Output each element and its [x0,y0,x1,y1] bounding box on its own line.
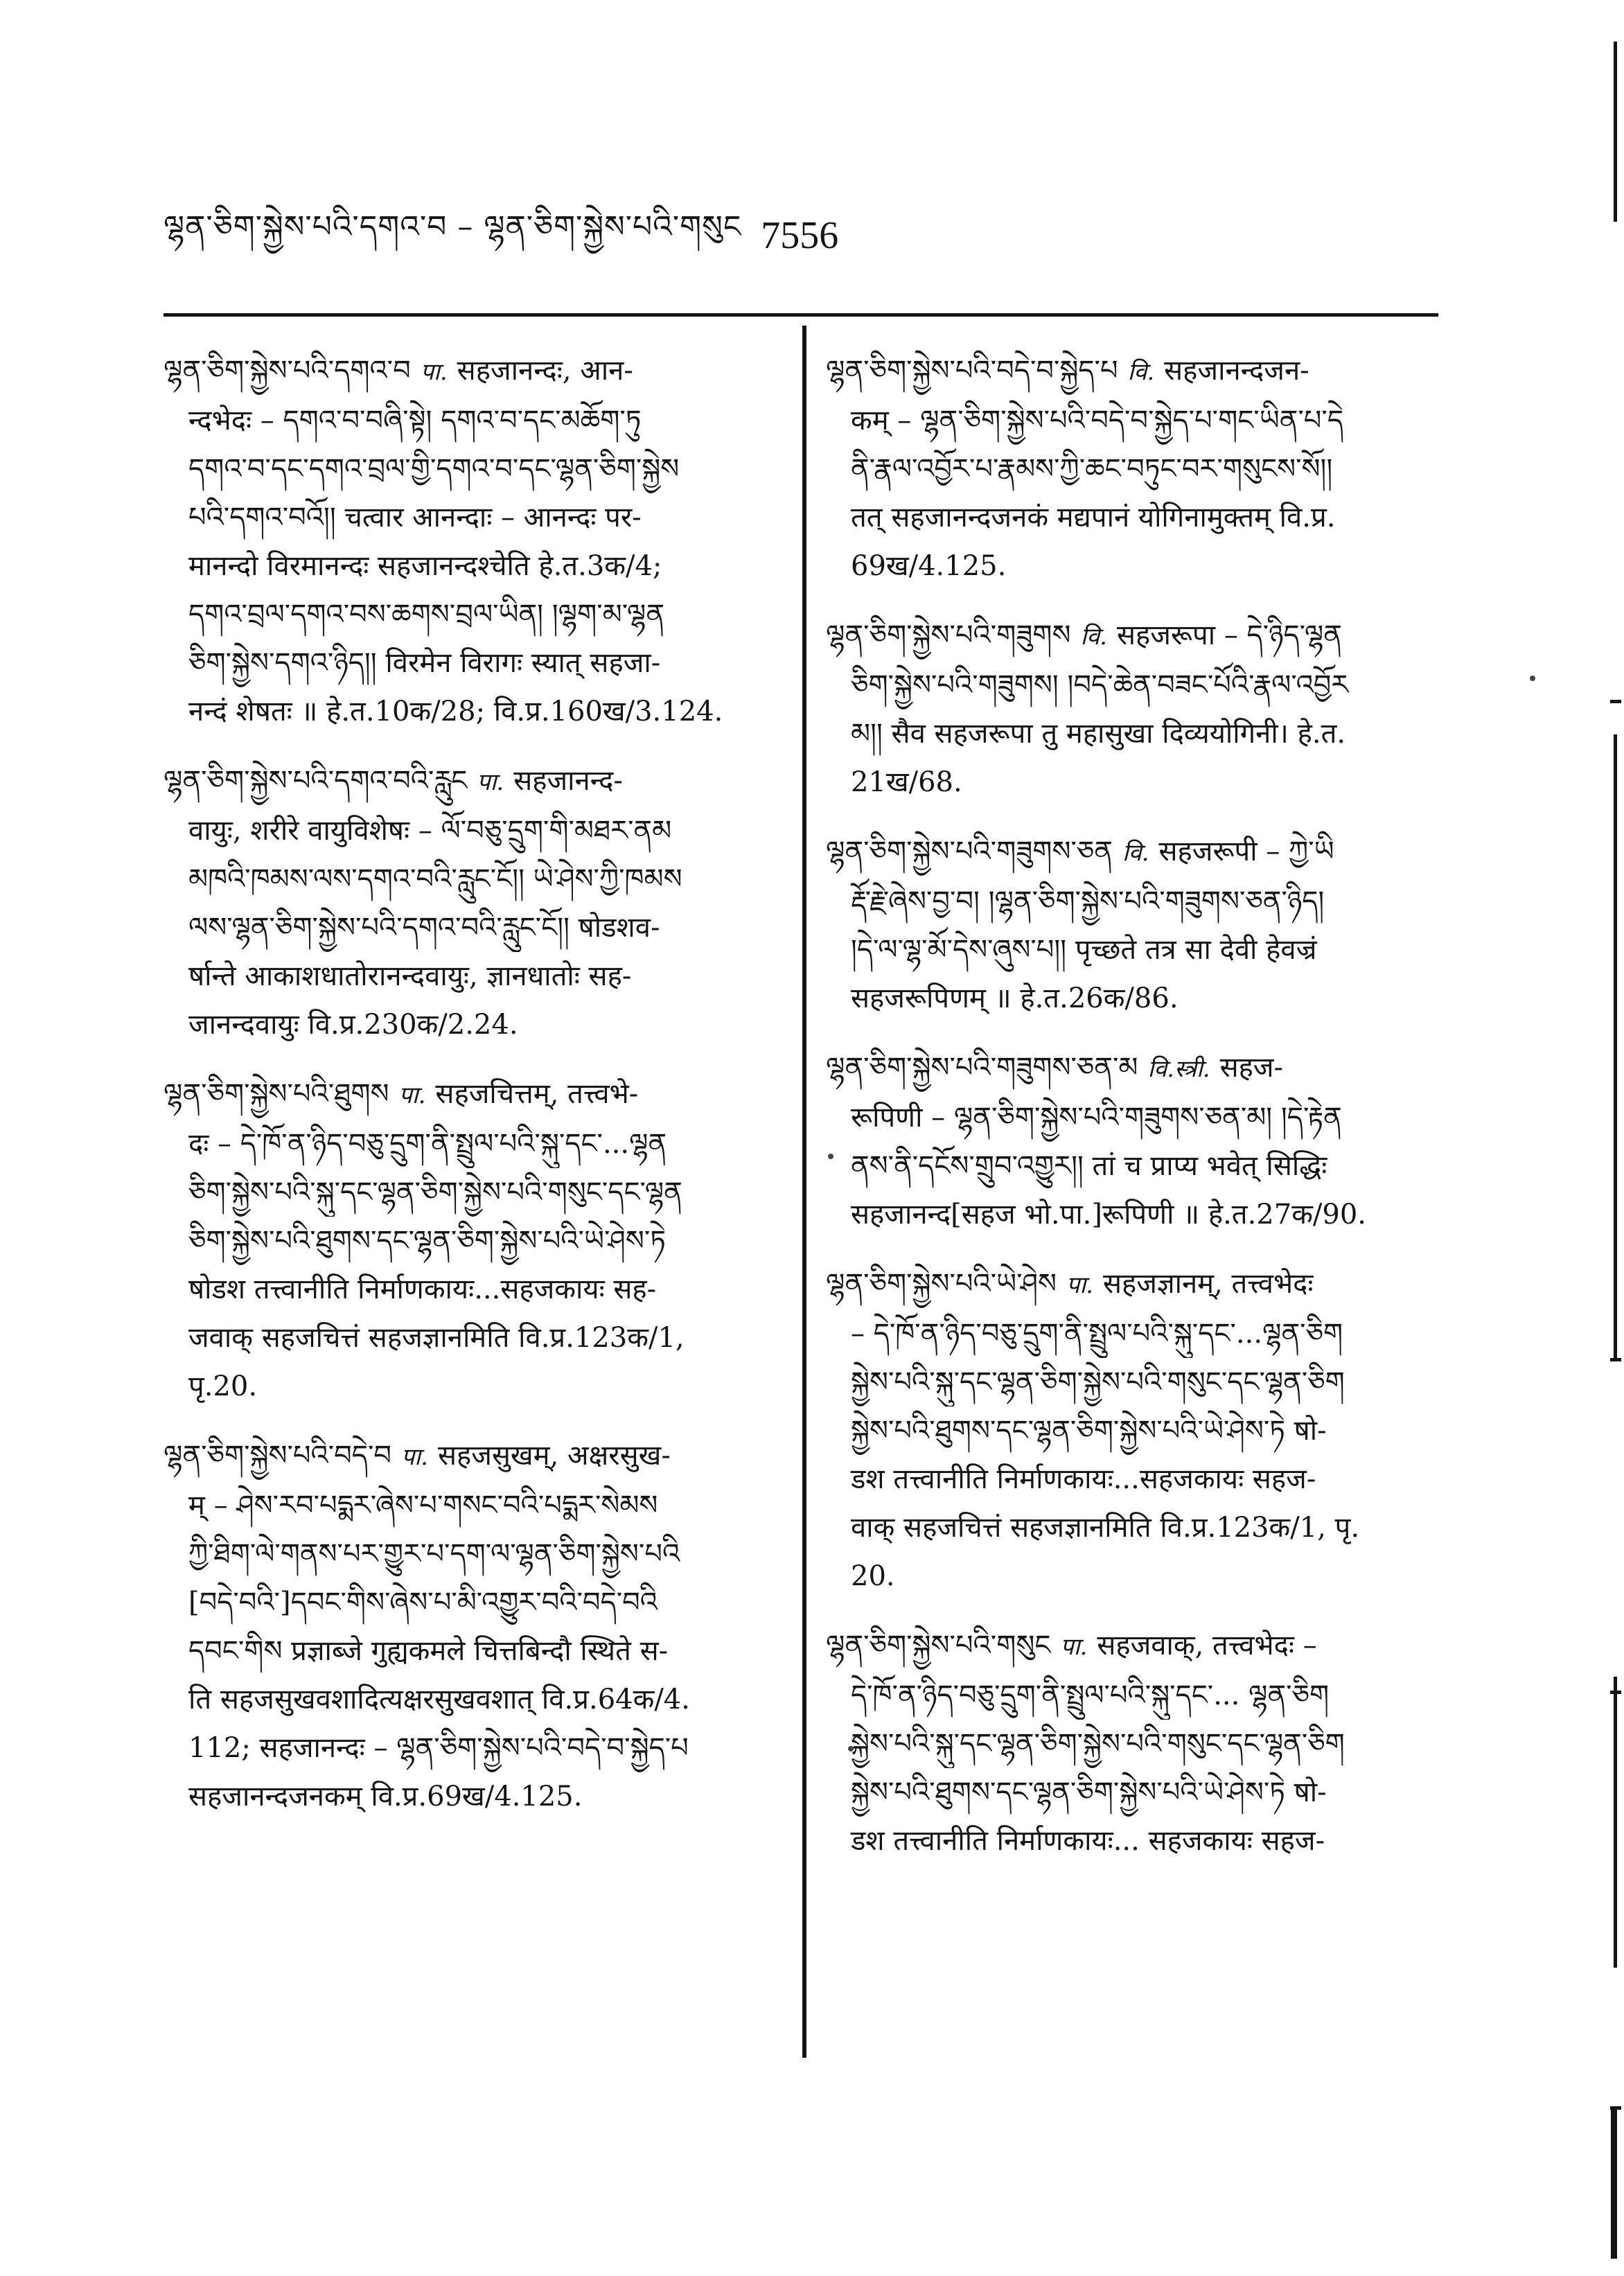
entry-headword: ལྷན་ཅིག་སྐྱེས་པའི་བདེ་བ [164,1440,391,1472]
dictionary-entry [826,1621,1442,1865]
entry-gloss: सहजानन्दः, आन- [457,355,633,387]
entry-gloss: सहजरूपा – དེ་ཉིད་ལྷན [1116,619,1342,651]
entry-line: ཀྱི་ཐིག་ལེ་གནས་པར་གྱུར་པ་དག་ལ་ལྷན་ཅིག་སྐྱེས་པའི [188,1538,680,1570]
entry-part-of-speech: पा. [401,1443,428,1471]
entry-gloss: सहजज्ञानम्, तत्त्वभेदः [1102,1268,1314,1300]
entry-line [164,346,773,396]
page-number: 7556 [761,214,839,257]
entry-line: जवाक् सहजचित्तं सहजज्ञानमिति वि.प्र.123क/1, [188,1322,685,1354]
entry-line: ནས་ནི་དངོས་གྲུབ་འགྱུར།། तां च प्राप्य भवेत् सिद्धिः [851,1150,1327,1182]
entry-gloss: सहजसुखम्, अक्षरसुख- [437,1440,671,1472]
entry-headword: ལྷན་ཅིག་སྐྱེས་པའི་ཡེ་ཤེས [826,1268,1057,1300]
entry-line: ཅིག་སྐྱེས་པའི་གཟུགས། །བདེ་ཆེན་བཟང་པོའི་རྣལ་འབྱོར [851,669,1349,701]
entry-line: དགའ་བྲལ་དགའ་བས་ཆགས་བྲལ་ཡིན། །ལྷག་མ་ལྷན [188,599,665,630]
entry-line: वायुः, शरीरे वायुविशेषः – ལོ་བཅུ་དྲུག་གི་མཐར་ནམ [188,815,672,847]
entry-line: དགའ་བ་དང་དགའ་བྲལ་གྱི་དགའ་བ་དང་ལྷན་ཅིག་སྐྱེས [188,453,680,485]
entry-line: रूपिणी – ལྷན་ཅིག་སྐྱེས་པའི་གཟུགས་ཅན་མ། །དེ་རྟེན [851,1102,1342,1133]
entry-line: सहजानन्दजनकम् वि.प्र.69ख/4.125. [188,1781,583,1812]
entry-line: ཅིག་སྐྱེས་པའི་ཐུགས་དང་ལྷན་ཅིག་སྐྱེས་པའི་ཡེ་ཤེས་ཏེ [188,1225,666,1257]
entry-headword: ལྷན་ཅིག་སྐྱེས་པའི་གཟུགས་ཅན་མ [826,1052,1138,1084]
entry-line: ནི་རྣལ་འབྱོར་པ་རྣམས་ཀྱི་ཆང་བཏུང་བར་གསུངས་སོ།། [851,453,1333,485]
entry-gloss: सहजचित्तम्, तत्त्वभे- [435,1078,639,1110]
entry-line [826,827,1442,877]
entry-line [826,346,1442,396]
dictionary-entry [826,611,1442,806]
entry-part-of-speech: वि. [1127,358,1155,386]
dictionary-entry [826,1260,1442,1600]
scan-edge-tick [1610,1691,1621,1694]
entry-line: 21ख/68. [851,766,962,798]
entry-headword: ལྷན་ཅིག་སྐྱེས་པའི་གཟུགས་ཅན [826,836,1113,867]
dictionary-entry [164,346,773,736]
entry-headword: ལྷན་ཅིག་སྐྱེས་པའི་དགའ་བ [164,355,411,387]
entry-line: ཅིག་སྐྱེས་པའི་སྐུ་དང་ལྷན་ཅིག་སྐྱེས་པའི་གསུང་དང་ལྷན [188,1176,682,1208]
entry-gloss: सहजानन्द- [513,765,623,797]
header-rule [164,313,1438,317]
scan-edge-mark [1614,734,1617,1358]
entry-line: र्षान्ते आकाशधातोरानन्दवायुः, ज्ञानधातोः सह- [188,960,632,992]
entry-line: རྡོ་རྗེ་ཞེས་བྱ་བ། །ལྷན་ཅིག་སྐྱེས་པའི་གཟུགས་ཅན་ཉིད། [851,885,1325,917]
dictionary-entry [164,1070,773,1411]
entry-line: नन्दं शेषतः ॥ हे.त.10क/28; वि.प्र.160ख/3.124. [188,696,723,727]
dictionary-entry [826,1043,1442,1239]
entry-headword: ལྷན་ཅིག་སྐྱེས་པའི་དགའ་བའི་རླུང [164,765,468,797]
scan-edge-tick [1610,1358,1621,1361]
entry-line: पृ.20. [188,1370,258,1402]
entry-gloss: सहज- [1219,1052,1284,1084]
entry-headword: ལྷན་ཅིག་སྐྱེས་པའི་གཟུགས [826,619,1071,651]
entry-part-of-speech: पा. [1060,1633,1088,1661]
scan-edge-mark [1614,42,1617,222]
entry-line: སྐྱེས་པའི་ཐུགས་དང་ལྷན་ཅིག་སྐྱེས་པའི་ཡེ་ཤེས་ཏེ षो- [851,1776,1327,1808]
entry-line: [བདེ་བའི་]དབང་གིས་ཞེས་པ་མི་འགྱུར་བའི་བདེ་བའི [188,1587,657,1618]
dictionary-entry [826,827,1442,1023]
entry-line: सहजानन्द[सहज भो.पा.]रूपिणी ॥ हे.त.27क/90. [851,1199,1367,1230]
entry-line: डश तत्त्वानीति निर्माणकायः... सहजकायः सहज- [851,1825,1325,1857]
entry-line [826,611,1442,661]
entry-line: །དེ་ལ་ལྷ་མོ་དེས་ཞུས་པ།། पृच्छते तत्र सा देवी हेवज्रं [851,934,1317,966]
dictionary-entry [164,757,773,1049]
entry-line: སྐྱེས་པའི་ཐུགས་དང་ལྷན་ཅིག་སྐྱེས་པའི་ཡེ་ཤེས་ཏེ षो- [851,1415,1327,1447]
entry-line: སྐྱེས་པའི་སྐུ་དང་ལྷན་ཅིག་སྐྱེས་པའི་གསུང་དང་ལྷན་ཅིག [851,1366,1345,1398]
entry-part-of-speech: पा. [1066,1271,1093,1299]
entry-line: षोडश तत्त्वानीति निर्माणकायः...सहजकायः सह- [188,1273,657,1305]
entry-line: जानन्दवायुः वि.प्र.230क/2.24. [188,1009,518,1041]
entry-line [164,1070,773,1120]
entry-line [826,1043,1442,1093]
column-divider [802,326,806,2058]
entry-headword: ལྷན་ཅིག་སྐྱེས་པའི་བདེ་བ་སྐྱེད་པ [826,355,1118,387]
dictionary-entry [164,1431,773,1821]
entry-line: सहजरूपिणम् ॥ हे.त.26क/86. [851,982,1179,1014]
entry-line: 69ख/4.125. [851,550,1007,582]
entry-line [164,1431,773,1481]
entry-line: कम् – ལྷན་ཅིག་སྐྱེས་པའི་བདེ་བ་སྐྱེད་པ་གང་ཡིན་པ་དེ [851,405,1343,436]
entry-line: न्दभेदः – དགའ་བ་བཞི་སྟེ། དགའ་བ་དང་མཆོག་ཏུ [188,405,642,436]
entry-line: པའི་དགའ་བའོ།། चत्वार आनन्दाः – आनन्दः पर- [188,502,642,533]
entry-line: དབང་གིས प्रज्ञाब्जे गुह्यकमले चित्तबिन्दौ स्थिते स- [188,1635,669,1667]
entry-line: དེ་ཁོ་ན་ཉིད་བཅུ་དྲུག་ནི་སྤྲུལ་པའི་སྐུ་དང་... ལྷན་ཅིག [851,1679,1330,1711]
entry-line: མ།། सैव सहजरूपा तु महासुखा दिव्ययोगिनी। हे.त. [851,718,1346,750]
entry-gloss: सहजरूपी – ཀྱེ་ཡི [1158,836,1334,867]
running-head-text: ལྷན་ཅིག་སྐྱེས་པའི་དགའ་བ – ལྷན་ཅིག་སྐྱེས་པའི་གསུང [164,209,742,245]
entry-line: दः – དེ་ཁོ་ན་ཉིད་བཅུ་དྲུག་ནི་སྤྲུལ་པའི་སྐུ་དང་...ལྷན [188,1128,667,1160]
left-column [164,346,773,1842]
entry-line: 20. [851,1560,895,1592]
entry-part-of-speech: वि.स्त्री. [1147,1055,1210,1083]
entry-line: 112; सहजानन्दः – ལྷན་ཅིག་སྐྱེས་པའི་བདེ་བ་སྐྱེད་པ [188,1732,689,1764]
entry-part-of-speech: वि. [1122,839,1149,867]
entry-part-of-speech: पा. [477,768,504,796]
scan-edge-mark [1614,1677,1617,1968]
entry-line: मानन्दो विरमानन्दः सहजानन्दश्चेति हे.त.3क/4; [188,550,662,582]
entry-line: – དེ་ཁོ་ན་ཉིད་བཅུ་དྲུག་ནི་སྤྲུལ་པའི་སྐུ་དང་...ལྷན་ཅིག [851,1318,1343,1350]
scan-edge-tick [1610,2106,1621,2110]
entry-line [164,757,773,806]
entry-line: མཁའི་ཁམས་ལས་དགའ་བའི་རླུང་ངོ།། ཡེ་ཤེས་ཀྱི་ཁམས [188,863,682,895]
entry-line: डश तत्त्वानीति निर्माणकायः...सहजकायः सहज- [851,1463,1316,1495]
entry-headword: ལྷན་ཅིག་སྐྱེས་པའི་ཐུགས [164,1078,389,1110]
entry-part-of-speech: पा. [420,358,448,386]
entry-line: སྐྱེས་པའི་སྐུ་དང་ལྷན་ཅིག་སྐྱེས་པའི་གསུང་དང་ལྷན་ཅིག [851,1728,1345,1760]
entry-line: वाक् सहजचित्तं सहजज्ञानमिति वि.प्र.123क/1, पृ. [851,1512,1360,1544]
scan-speck [1530,676,1535,681]
running-head [164,208,856,263]
entry-line: ति सहजसुखवशादित्यक्षरसुखवशात् वि.प्र.64क/4. [188,1684,690,1715]
entry-line: ལས་ལྷན་ཅིག་སྐྱེས་པའི་དགའ་བའི་རླུང་ངོ།། षोडशव- [188,912,660,944]
entry-line [826,1621,1442,1671]
entry-headword: ལྷན་ཅིག་སྐྱེས་པའི་གསུང [826,1630,1051,1661]
entry-gloss: सहजवाक्, तत्त्वभेदः – [1097,1630,1317,1661]
right-column [826,346,1442,1886]
entry-part-of-speech: वि. [1080,623,1107,651]
entry-part-of-speech: पा. [398,1082,426,1109]
entry-line: म् – ཤེས་རབ་པདྨར་ཞེས་པ་གསང་བའི་པདྨར་སེམས [188,1490,658,1521]
entry-line: तत् सहजानन्दजनकं मद्यपानं योगिनामुक्तम् वि.प्र. [851,502,1336,533]
entry-line [826,1260,1442,1309]
entry-gloss: सहजानन्दजन- [1164,355,1309,387]
dictionary-entry [826,346,1442,590]
entry-line: ཅིག་སྐྱེས་དགའ་ཉིད།། विरमेन विरागः स्यात् सहजा- [188,647,661,679]
scan-edge-tick [1610,700,1621,703]
scan-edge-mark [1611,2106,1617,2259]
